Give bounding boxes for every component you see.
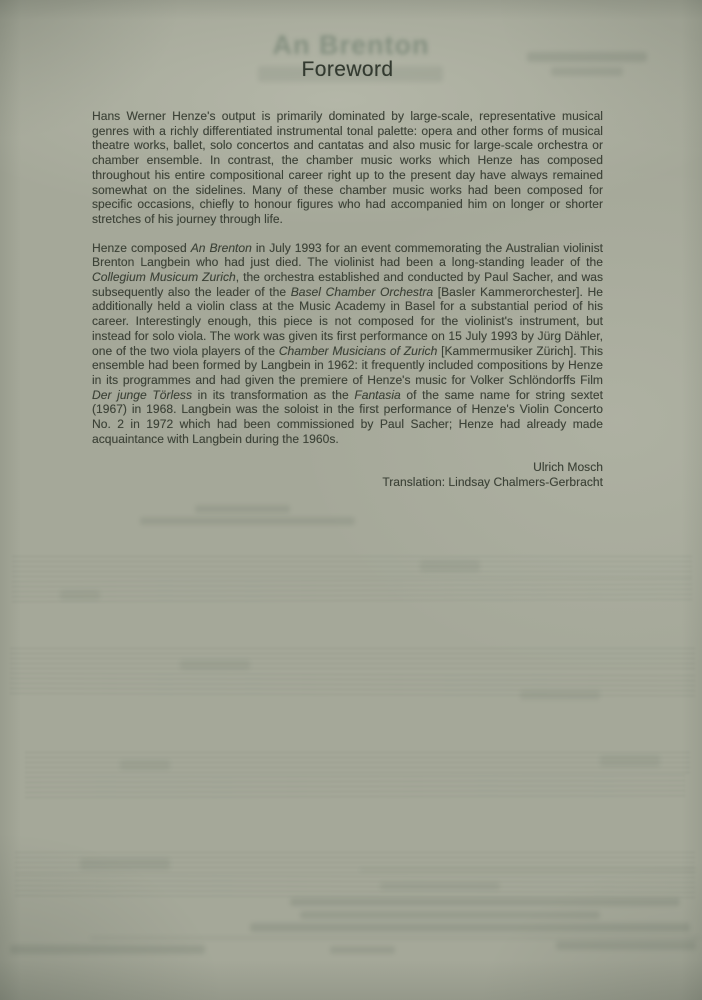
ghost-title-text: An Brenton — [272, 30, 430, 60]
ghost-notes-smudge — [420, 560, 480, 572]
ghost-notes-smudge — [80, 858, 170, 870]
ghost-credit-smudge — [195, 505, 290, 513]
ghost-footer-line — [250, 923, 690, 932]
ghost-credit-smudge — [140, 517, 355, 525]
foreword-paragraph-1: Hans Werner Henze's output is primarily dominated by large-scale, representative musical genres with a richly differentiated instrumental tonal palette: opera and other forms of musical theatre works, ballet, solo concertos and cantatas and also music for large-scale orchestra or chamber ensemble. In contrast, the chamber music works which Henze has composed throughout his entire compositional career right up to the present day have always remained somewhat on the sidelines. Many of these chamber music works had been composed for specific occasions, chiefly to honour figures who had accompanied him on longer or shorter stretches of his journey through life. — [92, 109, 603, 226]
ghost-footer-line — [330, 946, 395, 954]
translation-credit: Translation: Lindsay Chalmers-Gerbracht — [382, 475, 603, 490]
ghost-staff-lines — [10, 648, 695, 669]
ghost-notes-smudge — [120, 760, 170, 770]
ghost-notes-smudge — [520, 690, 600, 700]
ghost-notes-smudge — [180, 660, 250, 670]
credits-block — [92, 460, 603, 490]
foreword-content — [92, 58, 603, 490]
ghost-footer-line — [556, 941, 696, 950]
ghost-rule-line — [360, 869, 695, 871]
page-title: Foreword — [301, 58, 394, 81]
author-credit: Ulrich Mosch — [533, 460, 603, 475]
foreword-paragraph-2: Henze composed An Brenton in July 1993 for an event commemorating the Australian violinist Brenton Langbein who had just died. The violinist had been a long-standing leader of the Collegium Musicum Zurich, the orchestra established and conducted by Paul Sacher, and was subsequently also the leader of the Basel Chamber Orchestra [Basler Kammerorchester]. He additionally held a violin class at the Music Academy in Basel for a substantial period of his career. Interestingly enough, this piece is not composed for the violinist's instrument, but instead for solo viola. The work was given its first performance on 15 July 1993 by Jürg Dähler, one of the two viola players of the Chamber Musicians of Zurich [Kammermusiker Zürich]. This ensemble had been formed by Langbein in 1962: it frequently included compositions by Henze in its programmes and had given the premiere of Henze's music for Volker Schlöndorffs Film Der junge Törless in its transformation as the Fantasia of the same name for string sextet (1967) in 1968. Langbein was the soloist in the first performance of Henze's Violin Concerto No. 2 in 1972 which had been commissioned by Paul Sacher; Henze had already made acquaintance with Langbein during the 1960s. — [92, 240, 604, 446]
ghost-footer-line — [10, 945, 205, 954]
ghost-notes-smudge — [600, 755, 660, 767]
ghost-footer-line — [300, 911, 600, 919]
ghost-staff-lines — [25, 775, 685, 798]
ghost-staff-lines — [12, 556, 692, 577]
ghost-notes-smudge — [60, 590, 100, 600]
ghost-rule-line — [90, 937, 700, 939]
ghost-staff-lines — [12, 579, 692, 602]
ghost-footer-line — [290, 898, 680, 906]
ghost-notes-smudge — [380, 882, 500, 890]
ghost-staff-lines — [15, 875, 695, 898]
